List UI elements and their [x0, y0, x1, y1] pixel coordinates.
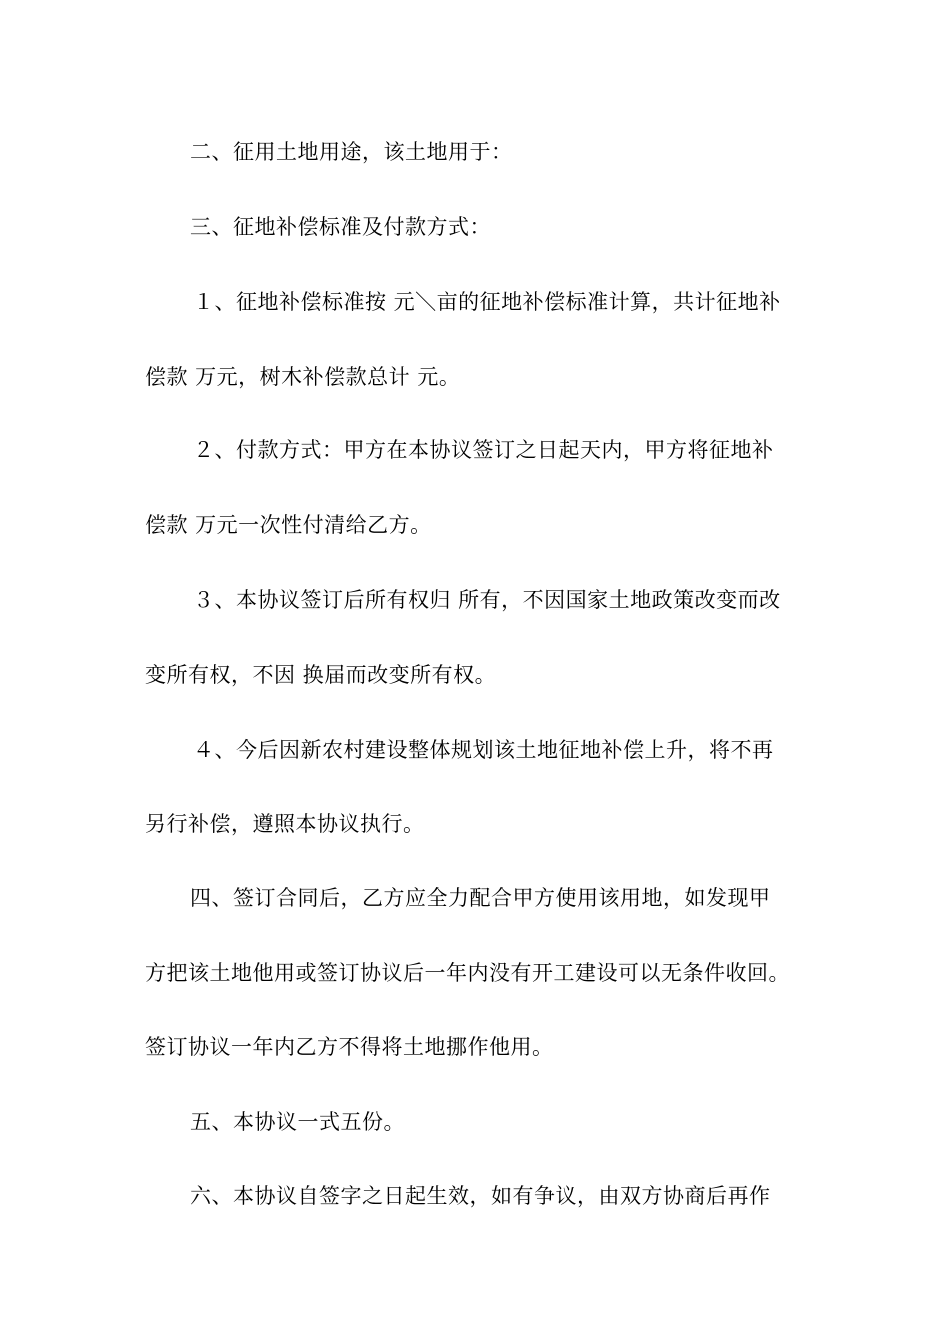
clause-five: 五、本协议一式五份。 [190, 1110, 405, 1134]
clause-three-item-4-line-2: 另行补偿，遵照本协议执行。 [145, 812, 425, 836]
clause-six-line-1: 六、本协议自签字之日起生效，如有争议，由双方协商后再作 [190, 1184, 771, 1208]
clause-three-item-3-line-2: 变所有权，不因 换届而改变所有权。 [145, 663, 497, 687]
clause-four-line-1: 四、签订合同后，乙方应全力配合甲方使用该用地，如发现甲 [190, 886, 771, 910]
clause-three-item-1-line-2: 偿款 万元，树木补偿款总计 元。 [145, 365, 461, 389]
clause-two-land-use: 二、征用土地用途，该土地用于： [190, 140, 513, 164]
clause-three-item-3-line-1: ３、本协议签订后所有权归 所有，不因国家土地政策改变而改 [193, 588, 781, 612]
clause-three-item-2-line-2: 偿款 万元一次性付清给乙方。 [145, 513, 432, 537]
clause-four-line-3: 签订协议一年内乙方不得将土地挪作他用。 [145, 1035, 554, 1059]
clause-three-compensation-heading: 三、征地补偿标准及付款方式： [190, 215, 491, 239]
clause-three-item-2-line-1: ２、付款方式：甲方在本协议签订之日起天内，甲方将征地补 [193, 438, 774, 462]
clause-three-item-1-line-1: １、征地补偿标准按 元＼亩的征地补偿标准计算，共计征地补 [193, 290, 781, 314]
clause-four-line-2: 方把该土地他用或签订协议后一年内没有开工建设可以无条件收回。 [145, 961, 790, 985]
clause-three-item-4-line-1: ４、今后因新农村建设整体规划该土地征地补偿上升，将不再 [193, 738, 774, 762]
